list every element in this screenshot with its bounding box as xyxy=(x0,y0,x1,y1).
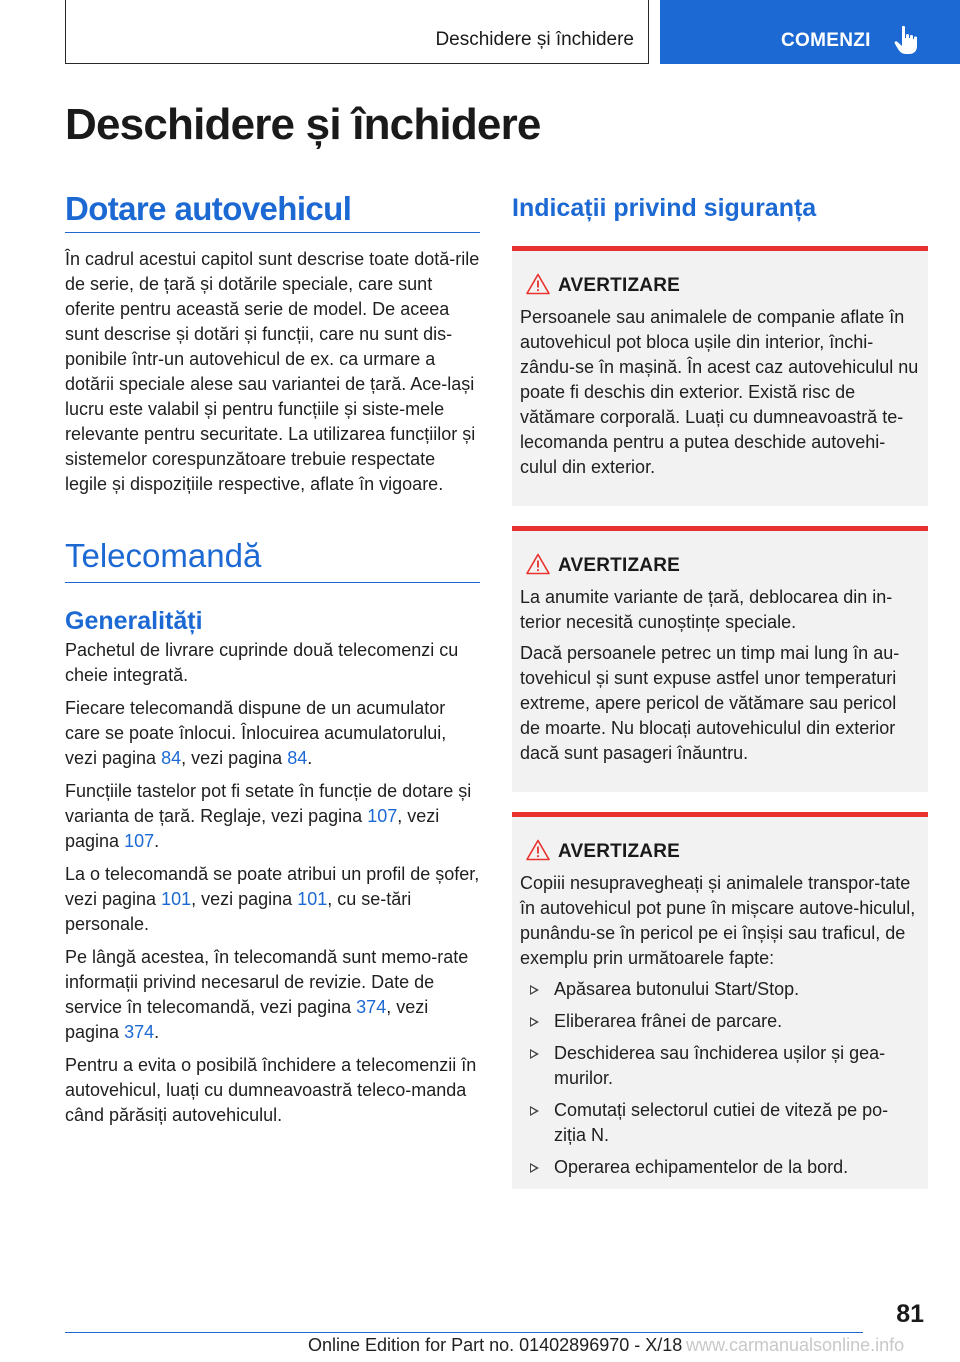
list-item: Eliberarea frânei de parcare. xyxy=(520,1009,920,1034)
page-link[interactable]: 101 xyxy=(161,889,192,909)
page-link[interactable]: 84 xyxy=(287,748,308,768)
list-item: Apăsarea butonului Start/Stop. xyxy=(520,977,920,1002)
header-section-box xyxy=(65,0,649,64)
list-item: Operarea echipamentelor de la bord. xyxy=(520,1155,920,1180)
bullet-triangle-icon xyxy=(530,985,539,995)
paragraph-acumulator: Fiecare telecomandă dispune de un acumulator care se poate înlocui. Înlocuirea acumulatorului, vezi pagina 84, vezi pagina 84. xyxy=(65,698,447,768)
paragraph-livrare: Pachetul de livrare cuprinde două telecomenzi cu cheie integrată. xyxy=(65,640,459,685)
warning-triangle-icon xyxy=(526,553,550,575)
page-link[interactable]: 107 xyxy=(124,831,155,851)
header-tab-comenzi[interactable] xyxy=(660,0,960,64)
page-link[interactable]: 84 xyxy=(161,748,182,768)
footer-divider xyxy=(65,1332,863,1333)
list-item: Comutați selectorul cutiei de viteză pe po-ziția N. xyxy=(520,1098,920,1148)
generalitati-heading: Generalități xyxy=(65,607,203,635)
warning-title: AVERTIZARE xyxy=(558,555,680,576)
page-link[interactable]: 101 xyxy=(297,889,328,909)
paragraph-evitare: Pentru a evita o posibilă închidere a telecomenzii în autovehicul, luați cu dumneavoastră teleco-manda când părăsiți autovehiculul. xyxy=(65,1055,477,1125)
dotare-heading: Dotare autovehicul xyxy=(65,190,480,233)
warning-box xyxy=(512,246,928,506)
list-item: Deschiderea sau închiderea ușilor și gea-murilor. xyxy=(520,1041,920,1091)
warning-box xyxy=(512,526,928,792)
warning-title: AVERTIZARE xyxy=(558,275,680,296)
left-column xyxy=(65,190,480,1136)
warning-triangle-icon xyxy=(526,273,550,295)
siguranta-heading: Indicații privind siguranța xyxy=(512,194,817,222)
bullet-triangle-icon xyxy=(530,1049,539,1059)
page-link[interactable]: 107 xyxy=(367,806,398,826)
telecomanda-heading: Telecomandă xyxy=(65,537,480,583)
hand-pointer-icon xyxy=(894,25,918,55)
header-tab-label: COMENZI xyxy=(781,30,871,51)
bullet-triangle-icon xyxy=(530,1017,539,1027)
bullet-triangle-icon xyxy=(530,1163,539,1173)
warning-text: Copiii nesupravegheați și animalele transpor-tate în autovehicul pot pune în mișcare autove-hiculul, punându-se în pericol pe ei înșiși sau traficul, de exemplu prin următoarele fapte: xyxy=(520,873,916,968)
warning-triangle-icon xyxy=(526,839,550,861)
right-column xyxy=(512,190,928,1209)
page-link[interactable]: 374 xyxy=(356,997,387,1017)
warning-text: Dacă persoanele petrec un timp mai lung în au-tovehicul și sunt expuse astfel unor temperaturi extreme, apere pericol de vătămare sau pericol de moarte. Nu blocați autovehiculul din exterior dacă sunt pasageri înăuntru. xyxy=(520,643,900,763)
bullet-triangle-icon xyxy=(530,1106,539,1116)
footer-edition: Online Edition for Part no. 01402896970 - X/18 xyxy=(308,1335,683,1355)
header-section-title: Deschidere și închidere xyxy=(435,29,634,50)
warning-box xyxy=(512,812,928,1189)
warning-text: Persoanele sau animalele de companie aflate în autovehicul pot bloca ușile din interior, închi-zându-se în mașină. În acest caz autovehiculul nu poate fi deschis din exterior. Există risc de vătămare corporală. Luați cu dumneavoastră te-lecomanda pentru a putea deschide autovehi-culul din exterior. xyxy=(520,307,919,477)
paragraph-profil: La o telecomandă se poate atribui un profil de șofer, vezi pagina 101, vezi pagina 101, cu se-tări personale. xyxy=(65,864,480,934)
page-title: Deschidere și închidere xyxy=(65,100,541,149)
page-number: 81 xyxy=(896,1300,924,1328)
page-link[interactable]: 374 xyxy=(124,1022,155,1042)
paragraph-functii: Funcțiile tastelor pot fi setate în funcție de dotare și varianta de țară. Reglaje, vezi pagina 107, vezi pagina 107. xyxy=(65,781,472,851)
paragraph-service: Pe lângă acestea, în telecomandă sunt memo-rate informații privind necesarul de revizie. Date de service în telecomandă, vezi pagina 374, vezi pagina 374. xyxy=(65,947,469,1042)
warning-text: La anumite variante de țară, deblocarea din in-terior necesită cunoștințe speciale. xyxy=(520,587,893,632)
dotare-text: În cadrul acestui capitol sunt descrise toate dotă-rile de serie, de țară și dotările speciale, care sunt oferite pentru această serie de model. De aceea sunt descrise și dotări și funcții, care nu sunt dis-ponibile într-un autovehicul de ex. ca urmare a dotării speciale alese sau variantei de țară. Ace-lași lucru este valabil și pentru funcțiile și siste-mele relevante pentru securitate. La utilizarea funcțiilor și sistemelor corespunzătoare trebuie respectate legile și dispozițiile respective, aflate în vigoare. xyxy=(65,249,480,494)
warning-title: AVERTIZARE xyxy=(558,841,680,862)
watermark: www.carmanualsonline.info xyxy=(686,1335,905,1355)
warning-bullet-list xyxy=(520,977,920,1180)
